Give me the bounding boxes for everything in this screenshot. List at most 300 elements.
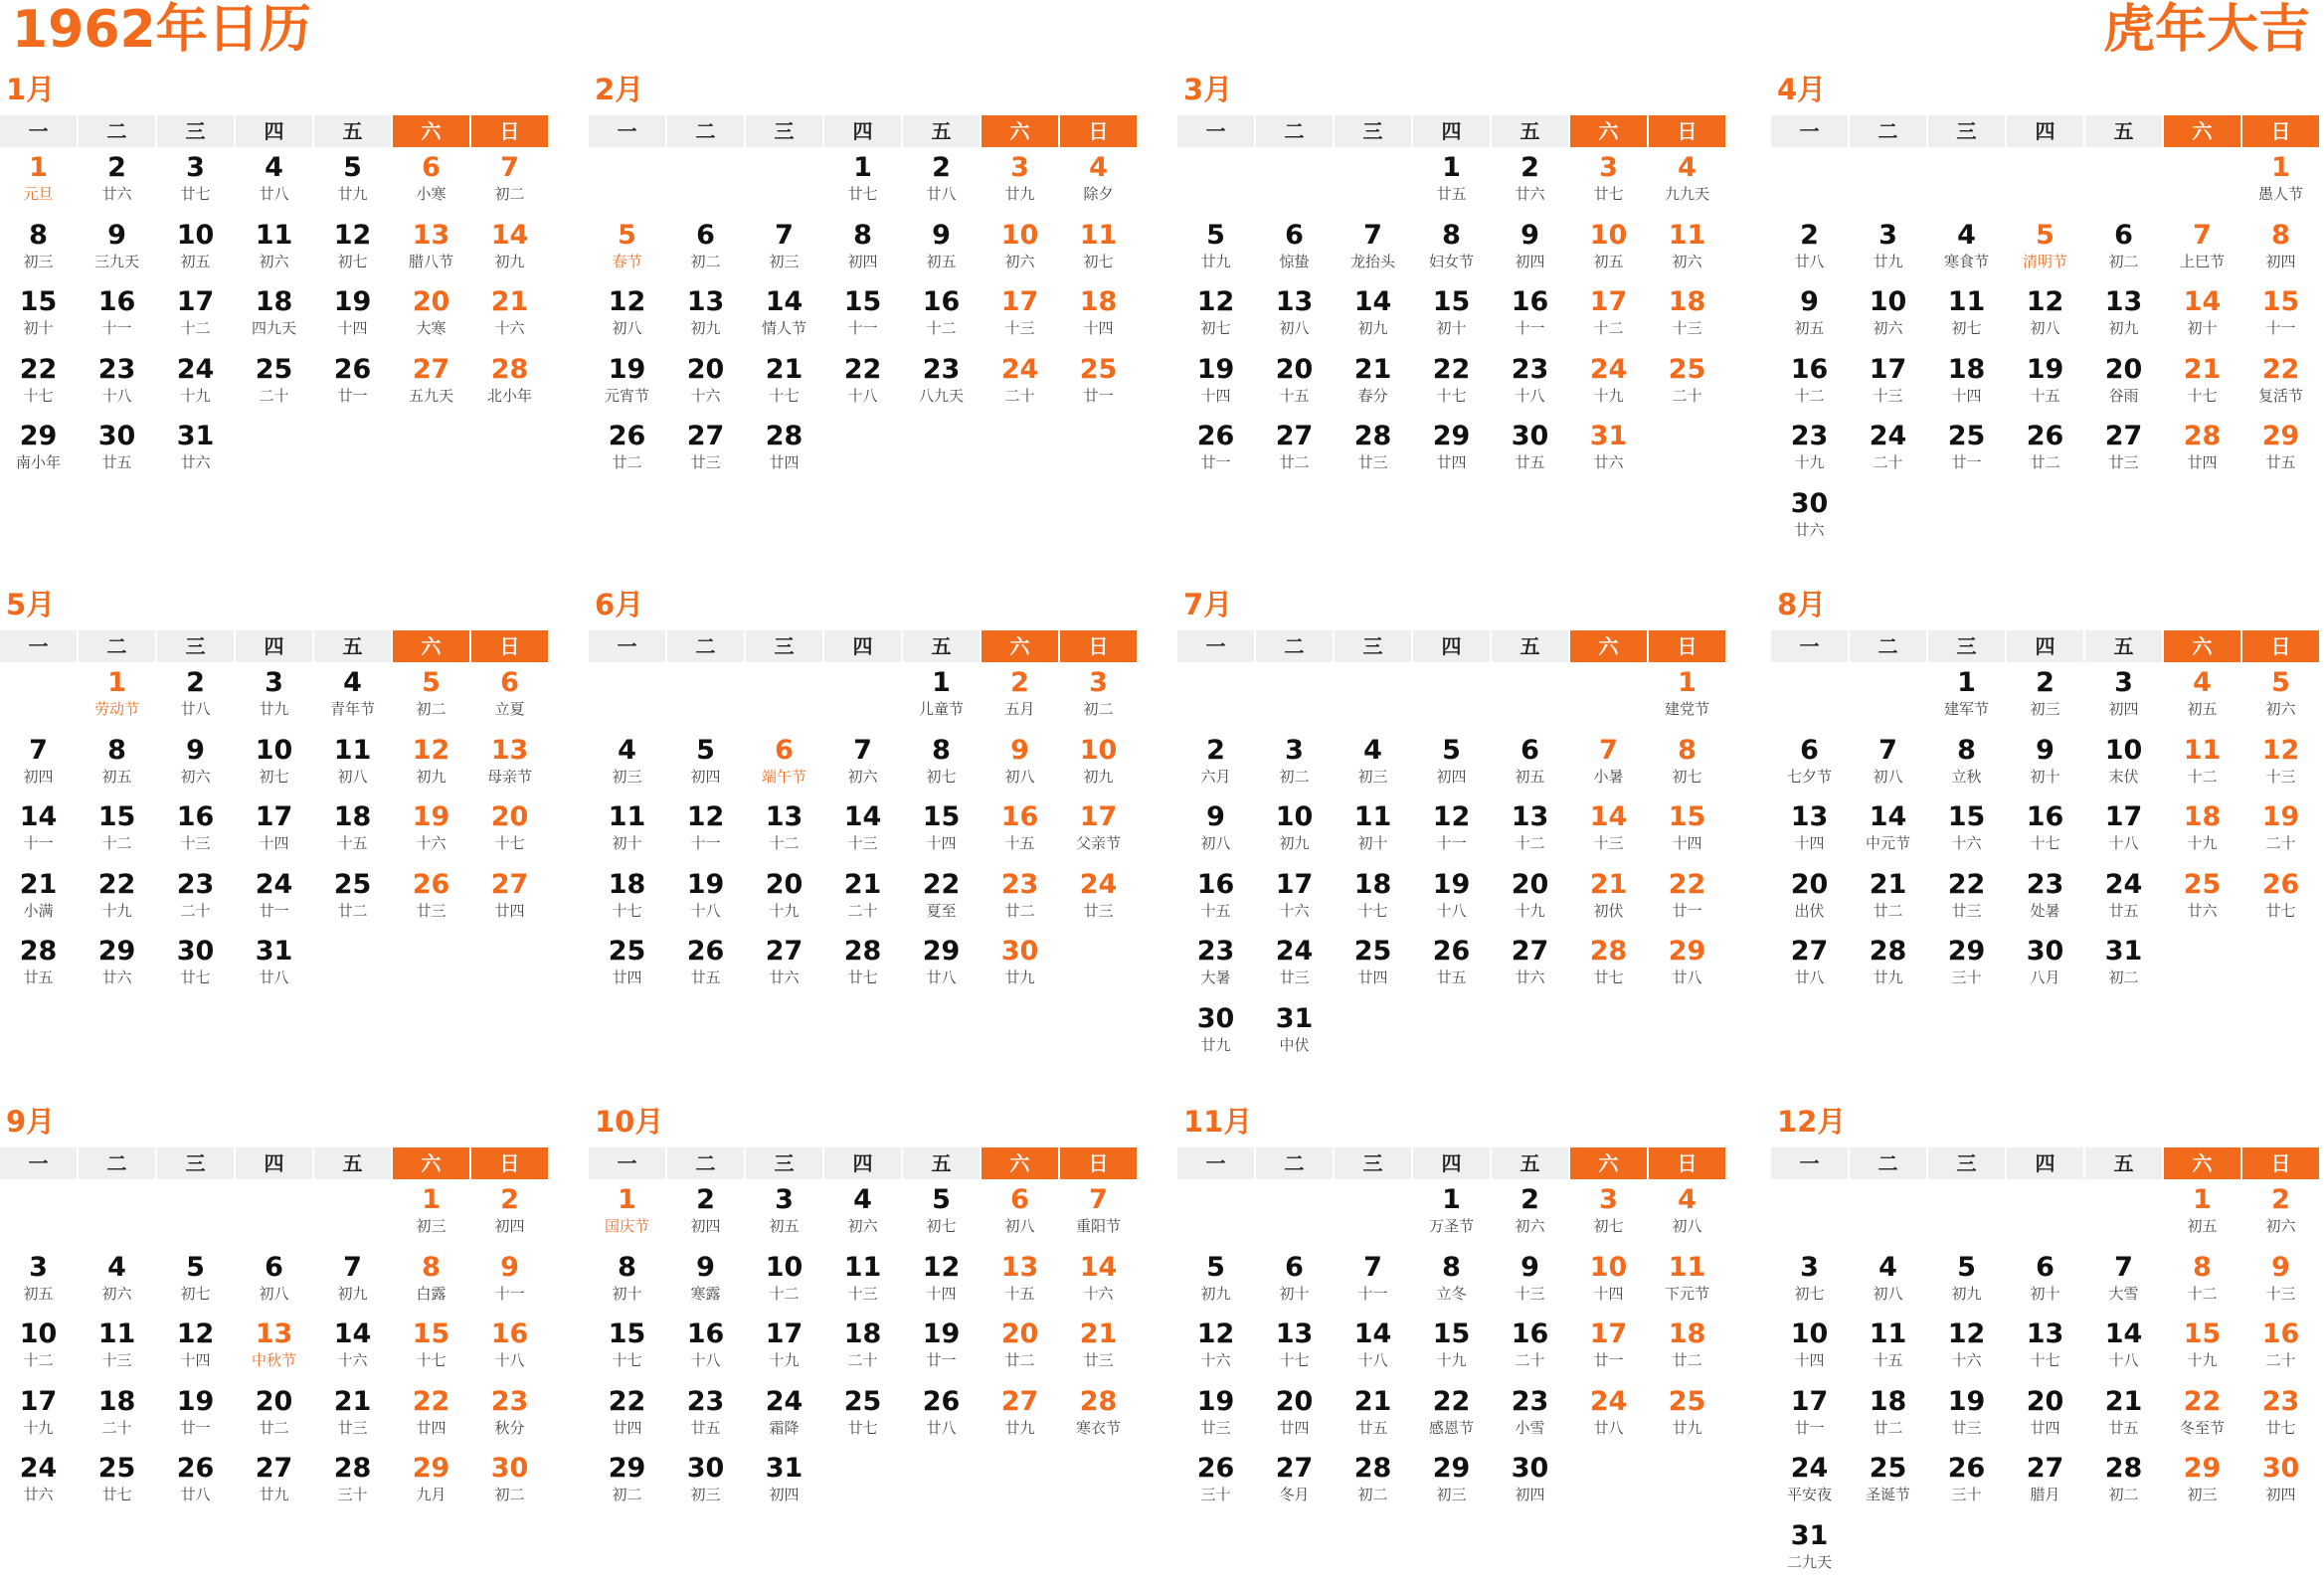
lunar-label: 初二	[612, 1486, 642, 1503]
day-cell	[746, 1179, 822, 1247]
day-cell	[236, 662, 312, 730]
day-cell	[471, 1314, 548, 1381]
lunar-label: 初五	[1794, 319, 1825, 337]
lunar-label: 廿一	[1200, 453, 1231, 471]
day-number: 16	[2261, 1319, 2300, 1349]
day-cell	[1492, 796, 1568, 864]
day-cell	[1928, 416, 2005, 483]
day-number: 27	[1275, 1453, 1314, 1484]
day-number: 19	[2026, 353, 2064, 385]
day-cell	[2164, 1314, 2240, 1381]
day-number: 2	[696, 1184, 715, 1215]
weekday-label: 六	[393, 115, 469, 147]
day-number: 23	[490, 1385, 529, 1417]
day-number: 11	[608, 801, 646, 832]
lunar-label: 初五	[180, 252, 211, 270]
lunar-label: 廿二	[1873, 1418, 1903, 1437]
day-number: 16	[922, 286, 961, 317]
day-cell	[1177, 998, 1254, 1066]
lunar-label: 十四	[1593, 1284, 1624, 1303]
lunar-label: 初八	[612, 319, 642, 337]
day-cell	[393, 349, 469, 417]
day-cell	[79, 349, 155, 417]
lunar-label: 廿二	[259, 1418, 289, 1437]
day-cell	[746, 416, 822, 483]
lunar-label: 十九	[1515, 901, 1545, 920]
day-number: 4	[1957, 219, 1976, 251]
lunar-label: 十三	[847, 1284, 878, 1303]
lunar-label: 十七	[612, 901, 642, 920]
day-cell	[1649, 1247, 1725, 1315]
day-number: 20	[1275, 1385, 1314, 1417]
empty-cell	[0, 1179, 77, 1247]
day-number: 26	[1947, 1453, 1986, 1484]
day-number: 16	[2026, 801, 2064, 832]
day-cell	[1771, 796, 1848, 864]
lunar-label: 十六	[416, 834, 447, 852]
lunar-label: 廿三	[1200, 1418, 1231, 1437]
day-number: 19	[2261, 801, 2300, 832]
lunar-label: 初八	[1004, 767, 1035, 786]
day-cell	[1177, 215, 1254, 282]
day-number: 18	[97, 1385, 136, 1417]
day-number: 13	[1511, 801, 1549, 832]
day-cell	[746, 1448, 822, 1515]
lunar-label: 妇女节	[1428, 252, 1474, 270]
day-number: 31	[176, 421, 215, 451]
empty-cell	[2085, 147, 2162, 215]
lunar-label: 廿二	[1873, 901, 1903, 920]
day-cell	[1492, 1448, 1568, 1515]
day-cell	[1928, 1448, 2005, 1515]
day-number: 3	[1800, 1251, 1819, 1283]
day-number: 6	[1800, 734, 1819, 766]
lunar-label: 廿二	[2030, 453, 2060, 471]
lunar-label: 廿二	[1004, 1351, 1035, 1369]
day-cell	[1649, 349, 1725, 417]
day-cell	[393, 730, 469, 797]
day-cell	[314, 1314, 391, 1381]
weekday-label: 日	[2242, 630, 2319, 662]
day-cell	[236, 147, 312, 215]
day-number: 13	[2026, 1319, 2064, 1349]
empty-cell	[0, 662, 77, 730]
day-number: 18	[1869, 1385, 1907, 1417]
day-cell	[1928, 1381, 2005, 1449]
lunar-label: 廿八	[1794, 252, 1825, 270]
day-cell	[1649, 864, 1725, 932]
lunar-label: 初六	[259, 252, 289, 270]
day-cell	[1256, 1381, 1333, 1449]
day-number: 4	[265, 152, 283, 183]
day-cell	[982, 931, 1058, 998]
day-number: 26	[1196, 1453, 1235, 1484]
day-number: 6	[775, 734, 794, 766]
lunar-label: 廿四	[494, 901, 525, 920]
lunar-label: 十二	[769, 834, 800, 852]
day-cell	[2164, 281, 2240, 349]
lunar-label: 十八	[101, 386, 132, 405]
day-number: 9	[1520, 219, 1539, 251]
empty-cell	[1413, 662, 1490, 730]
day-cell	[1413, 349, 1490, 417]
day-cell	[2242, 281, 2319, 349]
lunar-label: 廿五	[23, 968, 54, 986]
day-number: 30	[97, 421, 136, 451]
day-number: 25	[255, 353, 293, 385]
weekday-label: 五	[2085, 630, 2162, 662]
lunar-label: 初八	[1672, 1217, 1702, 1235]
lunar-label: 十四	[1951, 386, 1982, 405]
day-cell	[1177, 1381, 1254, 1449]
lunar-label: 二十	[101, 1418, 132, 1437]
day-cell	[157, 730, 234, 797]
weekday-label: 日	[1649, 630, 1725, 662]
lunar-label: 立秋	[1951, 767, 1982, 786]
day-number: 20	[2026, 1385, 2064, 1417]
day-number: 22	[922, 868, 961, 900]
weekday-label: 五	[314, 1147, 391, 1179]
lunar-label: 十五	[1004, 1284, 1035, 1303]
day-number: 16	[1196, 868, 1235, 900]
day-cell	[1928, 730, 2005, 797]
day-cell	[2242, 864, 2319, 932]
day-cell	[157, 1247, 234, 1315]
lunar-label: 廿三	[2108, 453, 2139, 471]
day-number: 10	[255, 734, 293, 766]
day-number: 6	[1520, 734, 1539, 766]
lunar-label: 儿童节	[918, 700, 964, 718]
lunar-label: 廿一	[1083, 386, 1114, 405]
lunar-label: 初六	[1873, 319, 1903, 337]
day-number: 14	[1353, 1319, 1392, 1349]
day-number: 7	[1878, 734, 1897, 766]
day-number: 25	[1668, 353, 1706, 385]
day-number: 25	[2183, 868, 2222, 900]
day-cell	[2085, 730, 2162, 797]
lunar-label: 十二	[1515, 834, 1545, 852]
lunar-label: 六月	[1200, 767, 1231, 786]
day-cell	[0, 796, 77, 864]
month-name: 1月	[6, 73, 56, 106]
lunar-label: 十二	[1593, 319, 1624, 337]
lunar-label: 初五	[23, 1284, 54, 1303]
weekday-label: 一	[0, 1147, 77, 1179]
lunar-label: 二十	[2265, 834, 2296, 852]
lunar-label: 十七	[2030, 1351, 2060, 1369]
lunar-label: 初五	[101, 767, 132, 786]
lunar-label: 廿七	[1593, 968, 1624, 986]
day-number: 28	[490, 353, 529, 385]
day-number: 24	[1275, 936, 1314, 967]
day-number: 7	[853, 734, 872, 766]
weekday-label: 二	[79, 115, 155, 147]
lunar-label: 初四	[690, 1217, 721, 1235]
day-cell	[1413, 796, 1490, 864]
day-cell	[824, 796, 901, 864]
day-cell	[236, 1314, 312, 1381]
day-number: 21	[333, 1385, 372, 1417]
weekday-label: 一	[589, 115, 665, 147]
day-number: 9	[1010, 734, 1029, 766]
lunar-label: 初十	[1357, 834, 1388, 852]
empty-cell	[2007, 1179, 2083, 1247]
day-number: 20	[255, 1385, 293, 1417]
lunar-label: 廿四	[416, 1418, 447, 1437]
lunar-label: 惊蛰	[1279, 252, 1310, 270]
lunar-label: 除夕	[1083, 185, 1114, 203]
day-cell	[79, 1247, 155, 1315]
day-cell	[903, 1247, 980, 1315]
day-number: 30	[2026, 936, 2064, 967]
day-number: 19	[412, 801, 450, 832]
day-cell	[589, 349, 665, 417]
day-cell	[157, 1314, 234, 1381]
lunar-label: 廿八	[1672, 968, 1702, 986]
day-number: 6	[1285, 219, 1304, 251]
lunar-label: 初八	[337, 767, 368, 786]
empty-cell	[1335, 1179, 1411, 1247]
day-number: 15	[2183, 1319, 2222, 1349]
day-cell	[393, 147, 469, 215]
empty-cell	[1850, 662, 1926, 730]
day-cell	[393, 864, 469, 932]
day-number: 8	[932, 734, 951, 766]
lunar-label: 三十	[1951, 1486, 1982, 1503]
lunar-label: 春分	[1357, 386, 1388, 405]
lunar-label: 三九天	[93, 252, 139, 270]
lunar-label: 初二	[416, 700, 447, 718]
lunar-label: 谷雨	[2108, 386, 2139, 405]
day-number: 7	[2114, 1251, 2133, 1283]
lunar-label: 十八	[690, 901, 721, 920]
day-cell	[2085, 416, 2162, 483]
day-cell	[1570, 931, 1647, 998]
lunar-label: 二十	[847, 901, 878, 920]
day-cell	[79, 416, 155, 483]
day-number: 8	[853, 219, 872, 251]
lunar-label: 初十	[612, 1284, 642, 1303]
day-cell	[2242, 1448, 2319, 1515]
day-cell	[157, 215, 234, 282]
day-number: 30	[490, 1453, 529, 1484]
lunar-label: 十六	[494, 319, 525, 337]
weekday-label: 二	[1256, 115, 1333, 147]
lunar-label: 初九	[1279, 834, 1310, 852]
empty-cell	[667, 662, 744, 730]
day-cell	[1928, 864, 2005, 932]
day-cell	[903, 796, 980, 864]
lunar-label: 腊八节	[408, 252, 453, 270]
day-number: 4	[2193, 667, 2212, 698]
day-number: 1	[422, 1184, 441, 1215]
lunar-label: 十四	[1794, 1351, 1825, 1369]
day-cell	[2085, 215, 2162, 282]
day-number: 3	[265, 667, 283, 698]
lunar-label: 初九	[416, 767, 447, 786]
day-cell	[1335, 730, 1411, 797]
day-number: 9	[696, 1251, 715, 1283]
day-cell	[667, 796, 744, 864]
day-number: 12	[1196, 286, 1235, 317]
lunar-label: 廿一	[1951, 453, 1982, 471]
empty-cell	[1771, 1179, 1848, 1247]
day-number: 27	[686, 421, 725, 451]
day-cell	[589, 931, 665, 998]
lunar-label: 十三	[180, 834, 211, 852]
day-cell	[1060, 1179, 1137, 1247]
day-cell	[2085, 662, 2162, 730]
day-cell	[746, 1314, 822, 1381]
lunar-label: 廿七	[847, 185, 878, 203]
lunar-label: 末伏	[2108, 767, 2139, 786]
day-number: 9	[107, 219, 126, 251]
day-cell	[1177, 281, 1254, 349]
lunar-label: 十九	[180, 386, 211, 405]
lunar-label: 初二	[1357, 1486, 1388, 1503]
day-number: 15	[97, 801, 136, 832]
day-number: 1	[2271, 152, 2290, 183]
day-number: 15	[412, 1319, 450, 1349]
day-number: 11	[1668, 1251, 1706, 1283]
lunar-label: 十四	[1083, 319, 1114, 337]
day-cell	[1335, 215, 1411, 282]
lunar-label: 二十	[1873, 453, 1903, 471]
day-cell	[1850, 864, 1926, 932]
day-number: 23	[2261, 1385, 2300, 1417]
lunar-label: 重阳节	[1075, 1217, 1121, 1235]
lunar-label: 春节	[612, 252, 642, 270]
lunar-label: 十三	[1593, 834, 1624, 852]
day-cell	[2164, 215, 2240, 282]
empty-cell	[589, 147, 665, 215]
lunar-label: 十七	[494, 834, 525, 852]
day-number: 28	[333, 1453, 372, 1484]
day-cell	[471, 215, 548, 282]
day-number: 4	[1678, 1184, 1697, 1215]
weekday-label: 四	[2007, 1147, 2083, 1179]
day-cell	[1850, 1448, 1926, 1515]
day-number: 2	[1800, 219, 1819, 251]
day-number: 12	[412, 734, 450, 766]
day-number: 22	[19, 353, 58, 385]
day-number: 3	[775, 1184, 794, 1215]
day-cell	[314, 730, 391, 797]
lunar-label: 十一	[1436, 834, 1467, 852]
lunar-label: 秋分	[494, 1418, 525, 1437]
day-number: 8	[2193, 1251, 2212, 1283]
lunar-label: 小暑	[1593, 767, 1624, 786]
day-cell	[667, 416, 744, 483]
day-cell	[0, 730, 77, 797]
day-cell	[79, 1448, 155, 1515]
day-number: 28	[843, 936, 882, 967]
day-number: 12	[686, 801, 725, 832]
day-cell	[1850, 931, 1926, 998]
lunar-label: 初三	[612, 767, 642, 786]
lunar-label: 冬至节	[2179, 1418, 2225, 1437]
lunar-label: 父亲节	[1075, 834, 1121, 852]
day-number: 26	[2261, 868, 2300, 900]
lunar-label: 廿五	[1436, 968, 1467, 986]
day-number: 29	[1432, 1453, 1471, 1484]
lunar-label: 初九	[494, 252, 525, 270]
day-cell	[1850, 281, 1926, 349]
day-cell	[0, 1314, 77, 1381]
lunar-label: 三十	[1951, 968, 1982, 986]
day-cell	[1492, 147, 1568, 215]
day-number: 2	[186, 667, 205, 698]
lunar-label: 廿三	[1357, 453, 1388, 471]
day-number: 11	[97, 1319, 136, 1349]
weekday-label: 日	[1649, 1147, 1725, 1179]
day-cell	[2085, 1448, 2162, 1515]
lunar-label: 廿四	[612, 1418, 642, 1437]
day-number: 1	[1957, 667, 1976, 698]
day-cell	[903, 1381, 980, 1449]
weekday-label: 三	[1928, 115, 2005, 147]
day-number: 30	[1511, 421, 1549, 451]
lunar-label: 十一	[1357, 1284, 1388, 1303]
weekday-label: 二	[1850, 1147, 1926, 1179]
lunar-label: 廿八	[259, 968, 289, 986]
day-cell	[746, 730, 822, 797]
lunar-label: 廿三	[416, 901, 447, 920]
lunar-label: 初九	[1200, 1284, 1231, 1303]
lunar-label: 廿七	[2265, 1418, 2296, 1437]
lunar-label: 愚人节	[2257, 185, 2303, 203]
day-cell	[746, 281, 822, 349]
day-number: 4	[1878, 1251, 1897, 1283]
day-number: 18	[1668, 286, 1706, 317]
lunar-label: 十九	[1593, 386, 1624, 405]
day-cell	[1060, 349, 1137, 417]
day-cell	[2085, 796, 2162, 864]
day-number: 19	[922, 1319, 961, 1349]
lunar-label: 中秋节	[251, 1351, 296, 1369]
day-cell	[1256, 1448, 1333, 1515]
day-number: 24	[1869, 421, 1907, 451]
day-cell	[2007, 1247, 2083, 1315]
weekday-label: 三	[746, 1147, 822, 1179]
day-number: 4	[1089, 152, 1108, 183]
weekday-label: 一	[589, 1147, 665, 1179]
day-cell	[1771, 1314, 1848, 1381]
day-cell	[2007, 1381, 2083, 1449]
lunar-label: 霜降	[769, 1418, 800, 1437]
day-cell	[1492, 1314, 1568, 1381]
day-number: 6	[1010, 1184, 1029, 1215]
day-number: 29	[1668, 936, 1706, 967]
lunar-label: 初八	[1200, 834, 1231, 852]
day-cell	[79, 215, 155, 282]
lunar-label: 初五	[1593, 252, 1624, 270]
lunar-label: 廿六	[1515, 968, 1545, 986]
day-number: 27	[765, 936, 804, 967]
day-number: 15	[1668, 801, 1706, 832]
lunar-label: 初二	[2108, 968, 2139, 986]
day-cell	[1177, 1314, 1254, 1381]
day-number: 26	[2026, 421, 2064, 451]
lunar-label: 十八	[2108, 834, 2139, 852]
day-cell	[1771, 931, 1848, 998]
day-number: 24	[19, 1453, 58, 1484]
day-cell	[589, 1247, 665, 1315]
lunar-label: 初十	[1279, 1284, 1310, 1303]
empty-cell	[746, 662, 822, 730]
day-number: 6	[2114, 219, 2133, 251]
empty-cell	[1335, 662, 1411, 730]
